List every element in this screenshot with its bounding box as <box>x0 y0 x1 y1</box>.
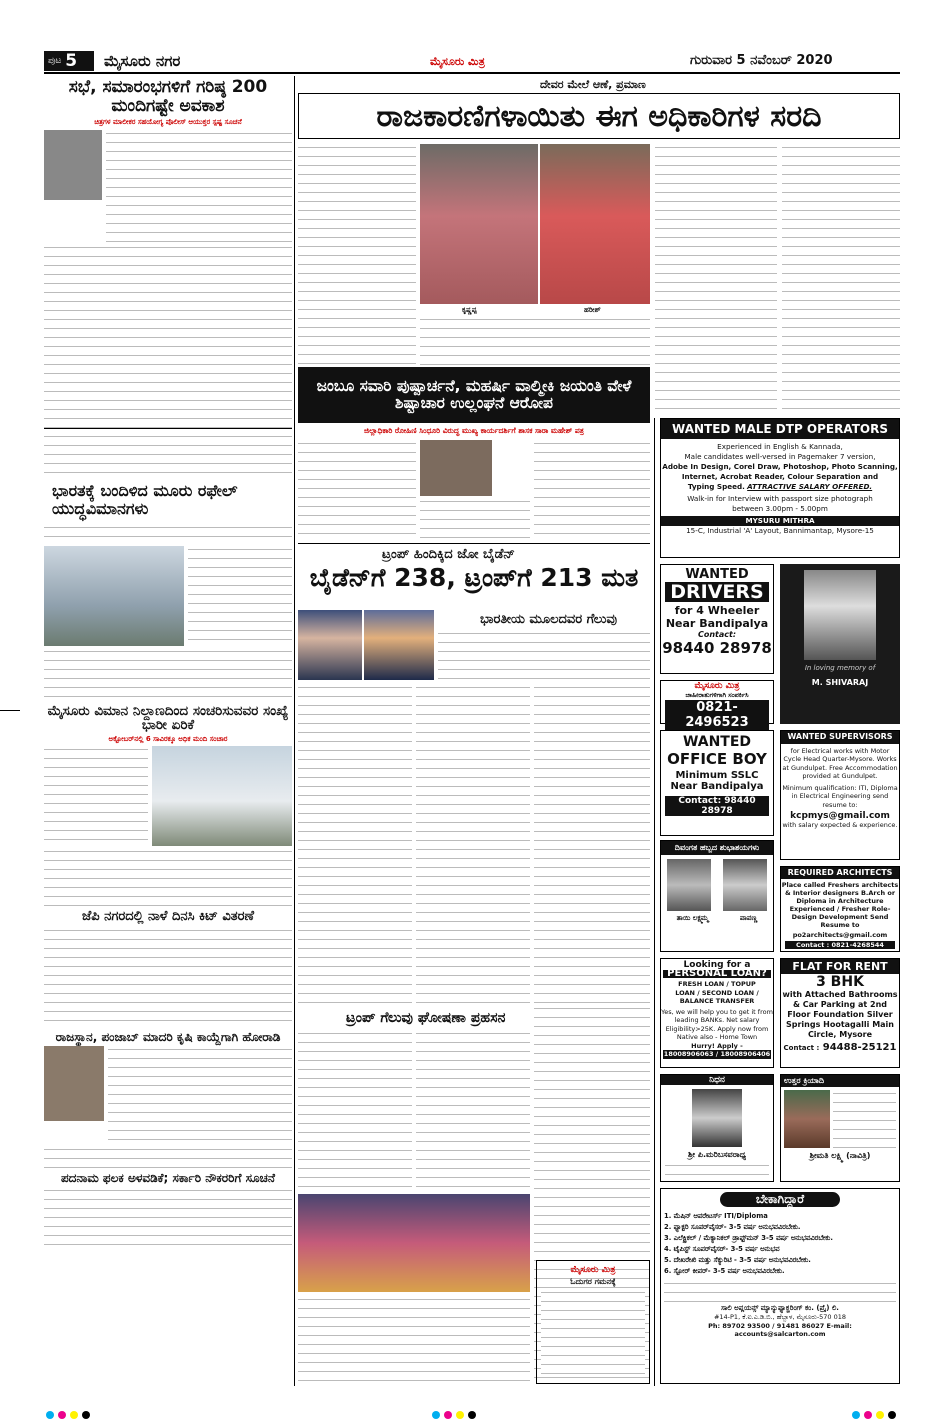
loan-hurry: Hurry! Apply - <box>691 1041 743 1050</box>
arch-body: Place called Freshers architects & Interior designers B.Arch or Diploma in Architecture Experienced / Fresher Role-Design Development Send Resume to <box>781 881 899 929</box>
story5-body <box>108 1046 292 1146</box>
notice-body <box>541 1289 645 1377</box>
lead-col4 <box>782 144 900 414</box>
dtp-address: 15-C, Industrial 'A' Layout, Bannimantap, Mysore-15 <box>686 526 874 535</box>
dtp-l5b: ATTRACTIVE SALARY OFFERED. <box>747 482 873 491</box>
loan-body: Yes, we will help you to get it from leading BANKs. Net salary Eligibility>25K. Apply now from Native also - Home Town <box>661 1007 773 1041</box>
margin-mark <box>0 710 20 711</box>
beku-item: 5. ದೇಖರೇಖಿ ಮತ್ತು ಸೆಕ್ಯುರಿಟಿ - 3-5 ವರ್ಷ ಅನುಭವವಿರಬೇಕು. <box>664 1256 811 1264</box>
story4-body <box>44 927 292 1027</box>
remembrance-right-name: ಪಾಪಣ್ಣ <box>739 914 758 922</box>
beku-company: ಸಾಲಿ ಅಪ್ಲಯನ್ಸ್ ಮ್ಯಾನ್ಯುಫ್ಯಾಕ್ಚರಿಂಗ್ ಕಂ. (ಪ್ರೈ) ಲಿ. <box>721 1304 839 1312</box>
remembrance-photo-left <box>667 859 711 911</box>
beku-phone: Ph: 89702 93500 / 91481 86027 E-mail: accounts@salcarton.com <box>708 1322 852 1338</box>
drivers-title: DRIVERS <box>665 582 769 602</box>
lead-photo1 <box>420 144 538 304</box>
wanted-kannada-ad <box>660 1188 900 1384</box>
reader-notice <box>536 1260 650 1384</box>
loan-phone: 18008906063 / 18008906406 <box>663 1050 771 1058</box>
memorial-ad <box>780 564 900 724</box>
photo2-caption: ಹರೀಶ್ <box>584 306 601 314</box>
story2-body <box>188 546 292 646</box>
left-column <box>44 76 292 1386</box>
beku-address: #14-P1, ಕೆ.ಐ.ಎ.ಡಿ.ಬಿ., ಹೆಬ್ಬಾಳ, ಮೈಸೂರು-570 018 <box>713 1313 847 1321</box>
beku-head: ಬೇಕಾಗಿದ್ದಾರೆ <box>720 1192 840 1207</box>
drivers-ad <box>660 564 774 674</box>
office-contact: Contact: 98440 28978 <box>665 796 769 816</box>
jambu-col3 <box>534 440 650 540</box>
story1-headline: ಸಭೆ, ಸಮಾರಂಭಗಳಿಗೆ ಗರಿಷ್ಠ 200 ಮಂದಿಗಷ್ಟೇ ಅವಕಾಶ <box>68 77 268 116</box>
story1-body <box>106 130 292 242</box>
beku-item: 4. ಟೈಪಿಸ್ಟ್ ಸೂಪರ್‌ವೈಸರ್- 3-5 ವರ್ಷ ಅನುಭವ <box>664 1245 780 1253</box>
flat-title: FLAT FOR RENT <box>781 959 899 974</box>
flat-contact: Contact : <box>783 1044 820 1052</box>
dtp-l1: Experienced in English & Kannada, <box>717 442 843 451</box>
section-title: ಮೈಸೂರು ನಗರ <box>104 52 181 70</box>
obituary-ad <box>660 1074 774 1182</box>
office-near: Near Bandipalya <box>670 781 764 792</box>
beku-item: 2. ಫ್ಯಾಕ್ಟರಿ ಸೂಪರ್‌ವೈಸರ್- 3-5 ವರ್ಷ ಅನುಭವವಿರಬೇಕು. <box>664 1223 801 1231</box>
uttara-head: ಉತ್ತರ ಕ್ರಿಯಾದಿ <box>781 1075 899 1087</box>
drivers-contact: Contact: <box>697 630 737 639</box>
office-boy-ad <box>660 730 774 836</box>
story5-headline: ರಾಜಸ್ಥಾನ, ಪಂಜಾಬ್ ಮಾದರಿ ಕೃಷಿ ಕಾಯ್ದೆಗಾಗಿ ಹೋರಾಡಿ <box>55 1029 281 1044</box>
sup-salary: with salary expected & experience. <box>782 820 898 829</box>
center-divider <box>654 418 655 1386</box>
architects-ad <box>780 866 900 952</box>
remembrance-left-name: ತಾಯಿ ಲಕ್ಷ್ಮಮ್ಮ <box>676 914 709 922</box>
flat-bhk: 3 BHK <box>816 974 864 990</box>
registration-dots-left <box>44 1404 92 1423</box>
obit-head: ನಿಧನ <box>661 1075 773 1085</box>
memorial-photo <box>804 570 876 660</box>
lead-kicker: ದೇವರ ಮೇಲೆ ಆಣೆ, ಪ್ರಮಾಣ <box>540 78 646 91</box>
dtp-l3: Adobe In Design, Corel Draw, Photoshop, Photo Scanning, <box>662 462 898 471</box>
rafale-photo <box>44 546 184 646</box>
obit-body <box>665 1162 769 1178</box>
story4-headline: ಜೆಪಿ ನಗರದಲ್ಲಿ ನಾಳೆ ದಿನಸಿ ಕಿಟ್ ವಿತರಣೆ <box>82 909 254 925</box>
drivers-wanted: WANTED <box>685 567 749 582</box>
dtp-title: WANTED MALE DTP OPERATORS <box>661 419 899 439</box>
story3-headline: ಮೈಸೂರು ವಿಮಾನ ನಿಲ್ದಾಣದಿಂದ ಸಂಚರಿಸುವವರ ಸಂಖ್ಯೆ ಭಾರೀ ಏರಿಕೆ <box>47 702 289 734</box>
notice-title: ಓದುಗರ ಗಮನಕ್ಕೆ <box>570 1277 616 1286</box>
story5-body-cont <box>44 1146 292 1168</box>
arch-phone: Contact : 0821-4268544 <box>785 941 895 949</box>
loan-t2: PERSONAL LOAN? <box>663 970 771 979</box>
office-wanted: WANTED <box>682 734 752 750</box>
uttara-name: ಶ್ರೀಮತಿ ಲಕ್ಷ್ಮಿ <box>809 1151 844 1160</box>
dtp-ad <box>660 418 900 558</box>
sup-title: WANTED SUPERVISORS <box>781 731 899 744</box>
story3-body <box>44 746 148 846</box>
dtp-l4: Internet, Acrobat Reader, Colour Separation and <box>681 472 879 481</box>
header-rule <box>44 72 900 74</box>
story2-headline: ಭಾರತಕ್ಕೆ ಬಂದಿಳಿದ ಮೂರು ರಫೇಲ್ ಯುದ್ಧವಿಮಾನಗಳು <box>52 481 238 518</box>
lead-col3 <box>655 144 777 414</box>
uttara-photo <box>784 1090 830 1148</box>
notice-masthead: ಮೈಸೂರು ಮಿತ್ರ <box>570 1265 616 1275</box>
us-kicker: ಟ್ರಂಪ್ ಹಿಂದಿಕ್ಕಿದ ಜೋ ಬೈಡೆನ್ <box>382 547 515 562</box>
mm-contact-sub: ಜಾಹೀರಾತುಗಳಿಗಾಗಿ ಸಂಪರ್ಕಿಸಿ <box>685 691 749 699</box>
arch-email[interactable]: po2architects@gmail.com <box>792 931 888 939</box>
beku-item: 1. ಮೆಷಿನ್ ಆಪರೇಟರ್ಸ್ ITI/Diploma <box>664 1212 768 1220</box>
beku-item: 3. ಎಲೆಕ್ಟ್ರಿಕಲ್ / ಮೆಕ್ಯಾನಿಕಲ್ ಡ್ರಾಫ್ಟ್‌ಮನ್ 3-5 ವರ್ಷ ಅನುಭವವಿರಬೇಕು. <box>664 1234 833 1242</box>
masthead: ಮೈಸೂರು ಮಿತ್ರ <box>430 55 485 68</box>
registration-dots-mid <box>430 1404 478 1423</box>
jambu-photo <box>420 440 492 496</box>
event-photo <box>298 1194 530 1292</box>
biden-photo <box>298 610 362 680</box>
story1-subhead: ಚಿತ್ರಗಳ ಮಾಲೀಕರ ಸಹಯೋಗ್ಯ ಪೊಲೀಸ್ ಆಯುಕ್ತರ ಸ್ಪಷ್ಟ ಸೂಚನೆ <box>94 118 242 127</box>
mm-contact-name: ಮೈಸೂರು ಮಿತ್ರ <box>694 681 740 691</box>
obit-photo <box>692 1089 742 1147</box>
story6-headline: ಪದನಾಮ ಫಲಕ ಅಳವಡಿಕೆ; ಸರ್ಕಾರಿ ನೌಕರರಿಗೆ ಸೂಚನೆ <box>60 1170 276 1185</box>
story2-body-cont <box>44 648 292 698</box>
arch-title: REQUIRED ARCHITECTS <box>781 867 899 879</box>
drivers-phone: 98440 28978 <box>662 639 772 657</box>
trump-col1 <box>298 1030 412 1190</box>
lead-headline-box <box>298 93 900 139</box>
uttara-sub: (ನಾವಿತ್ರಿ) <box>846 1151 871 1160</box>
memorial-tag: In loving memory of <box>804 664 876 672</box>
loan-l3: BALANCE TRANSFER <box>679 997 755 1005</box>
lead-headline: ರಾಜಕಾರಣಿಗಳಾಯಿತು ಈಗ ಅಧಿಕಾರಿಗಳ ಸರದಿ <box>376 98 822 134</box>
flat-rent-ad <box>780 958 900 1068</box>
registration-dots-right <box>850 1404 898 1423</box>
event-caption <box>298 1296 530 1384</box>
flat-body: with Attached Bathrooms & Car Parking at 2nd Floor Foundation Silver Springs Hootagalli Main Circle, Mysore <box>782 990 898 1039</box>
dtp-l7: between 3.00pm - 5.00pm <box>732 504 828 513</box>
loan-l2: LOAN / SECOND LOAN / <box>675 988 759 997</box>
office-title: OFFICE BOY <box>667 750 767 768</box>
dtp-l2: Male candidates well-versed in Pagemaker 7 version, <box>684 452 876 461</box>
lead-photo2 <box>540 144 650 304</box>
office-min: Minimum SSLC <box>675 770 759 781</box>
uttara-body <box>833 1090 896 1148</box>
page-label: ಪುಟ <box>48 56 62 66</box>
speaker-photo <box>44 1046 104 1121</box>
trump-photo <box>364 610 434 680</box>
jambu-headline: ಜಂಬೂ ಸವಾರಿ ಪುಷ್ಪಾರ್ಚನೆ, ಮಹರ್ಷಿ ವಾಲ್ಮೀಕಿ ಜಯಂತಿ ವೇಳೆ ಶಿಷ್ಟಾಚಾರ ಉಲ್ಲಂಘನೆ ಆರೋಪ <box>316 376 632 412</box>
story3-body-cont <box>44 848 292 906</box>
drivers-for: for 4 Wheeler <box>674 604 760 617</box>
left-divider <box>294 76 295 1386</box>
sup-body: for Electrical works with Motor Cycle Head Quarter-Mysore. Works at Gundulpet. Free Accommodation provided at Gundulpet. <box>782 746 898 780</box>
date-line: ಗುರುವಾರ 5 ನವೆಂಬರ್ 2020 <box>690 53 833 68</box>
police-officer-photo <box>44 130 102 200</box>
aircraft-photo <box>152 746 292 846</box>
dtp-l6: Walk-in for Interview with passport size photograph <box>687 494 873 503</box>
beku-items <box>664 1211 896 1277</box>
story2-intro <box>44 524 292 544</box>
us-col3 <box>534 684 650 1004</box>
jambu-col2 <box>420 498 530 540</box>
photo1-caption: ಕೃಷ್ಣಪ್ಪ <box>462 306 477 314</box>
flat-phone: 94488-25121 <box>822 1042 897 1053</box>
uttara-ad <box>780 1074 900 1182</box>
trump-headline: ಟ್ರಂಪ್ ಗೆಲುವು ಘೋಷಣಾ ಪ್ರಹಸನ <box>346 1010 506 1026</box>
remembrance-head: ದಿವಂಗತ ಹಬ್ಬದ ಶುಭಾಶಯಗಳು <box>661 841 773 855</box>
jambu-col1 <box>298 440 416 540</box>
sup-qual: Minimum qualification: ITI, Diploma in Electrical Engineering send resume to: <box>782 783 898 809</box>
us-col1 <box>298 684 412 1004</box>
sup-email[interactable]: kcpmys@gmail.com <box>790 811 890 821</box>
story3-subhead: ಅಕ್ಟೋಬರ್‌ನಲ್ಲಿ 6 ಸಾವಿರಕ್ಕೂ ಅಧಿಕ ಮಂದಿ ಸಂಚಾರ <box>108 735 228 744</box>
remembrance-ad <box>660 840 774 952</box>
page-number-badge <box>44 51 94 71</box>
trump-col2 <box>416 1030 530 1190</box>
jambu-subhead: ಜಿಲ್ಲಾಧಿಕಾರಿ ರೋಹಿಣಿ ಸಿಂಧೂರಿ ವಿರುದ್ಧ ಮುಖ್ಯ ಕಾರ್ಯದರ್ಶಿಗೆ ಶಾಸಕ ಸಾರಾ ಮಹೇಶ್ ಪತ್ರ <box>364 426 584 435</box>
loan-t1: Looking for a <box>683 960 751 970</box>
us-body-top <box>438 630 650 682</box>
mm-contact-phone: 0821-2496523 <box>665 700 769 730</box>
us-col2 <box>416 684 530 1004</box>
mm-contact-ad <box>660 680 774 730</box>
memorial-name: M. SHIVARAJ <box>811 678 869 687</box>
supervisors-ad <box>780 730 900 860</box>
loan-l1: FRESH LOAN / TOPUP <box>678 980 756 988</box>
dtp-company: MYSURU MITHRA <box>661 516 899 526</box>
jambu-headline-box <box>298 367 650 423</box>
drivers-near: Near Bandipalya <box>665 617 769 630</box>
dtp-l5: Typing Speed. <box>687 482 745 491</box>
story1-body-cont <box>44 244 292 474</box>
remembrance-photo-right <box>723 859 767 911</box>
page-number: 5 <box>65 51 78 71</box>
us-headline: ಬೈಡೆನ್‌ಗೆ 238, ಟ್ರಂಪ್‌ಗೆ 213 ಮತ <box>309 563 639 592</box>
beku-note <box>664 1280 896 1302</box>
personal-loan-ad <box>660 958 774 1068</box>
indian-headline: ಭಾರತೀಯ ಮೂಲದವರ ಗೆಲುವು <box>480 612 617 627</box>
beku-item: 6. ಸ್ಟೋರ್ ಕೀಪರ್- 3-5 ವರ್ಷ ಅನುಭವವಿರಬೇಕು. <box>664 1267 785 1275</box>
obit-name: ಶ್ರೀ ಪಿ.ಮರಿಬಸವರಾಧ್ಯ <box>688 1150 746 1159</box>
story6-body <box>44 1187 292 1249</box>
